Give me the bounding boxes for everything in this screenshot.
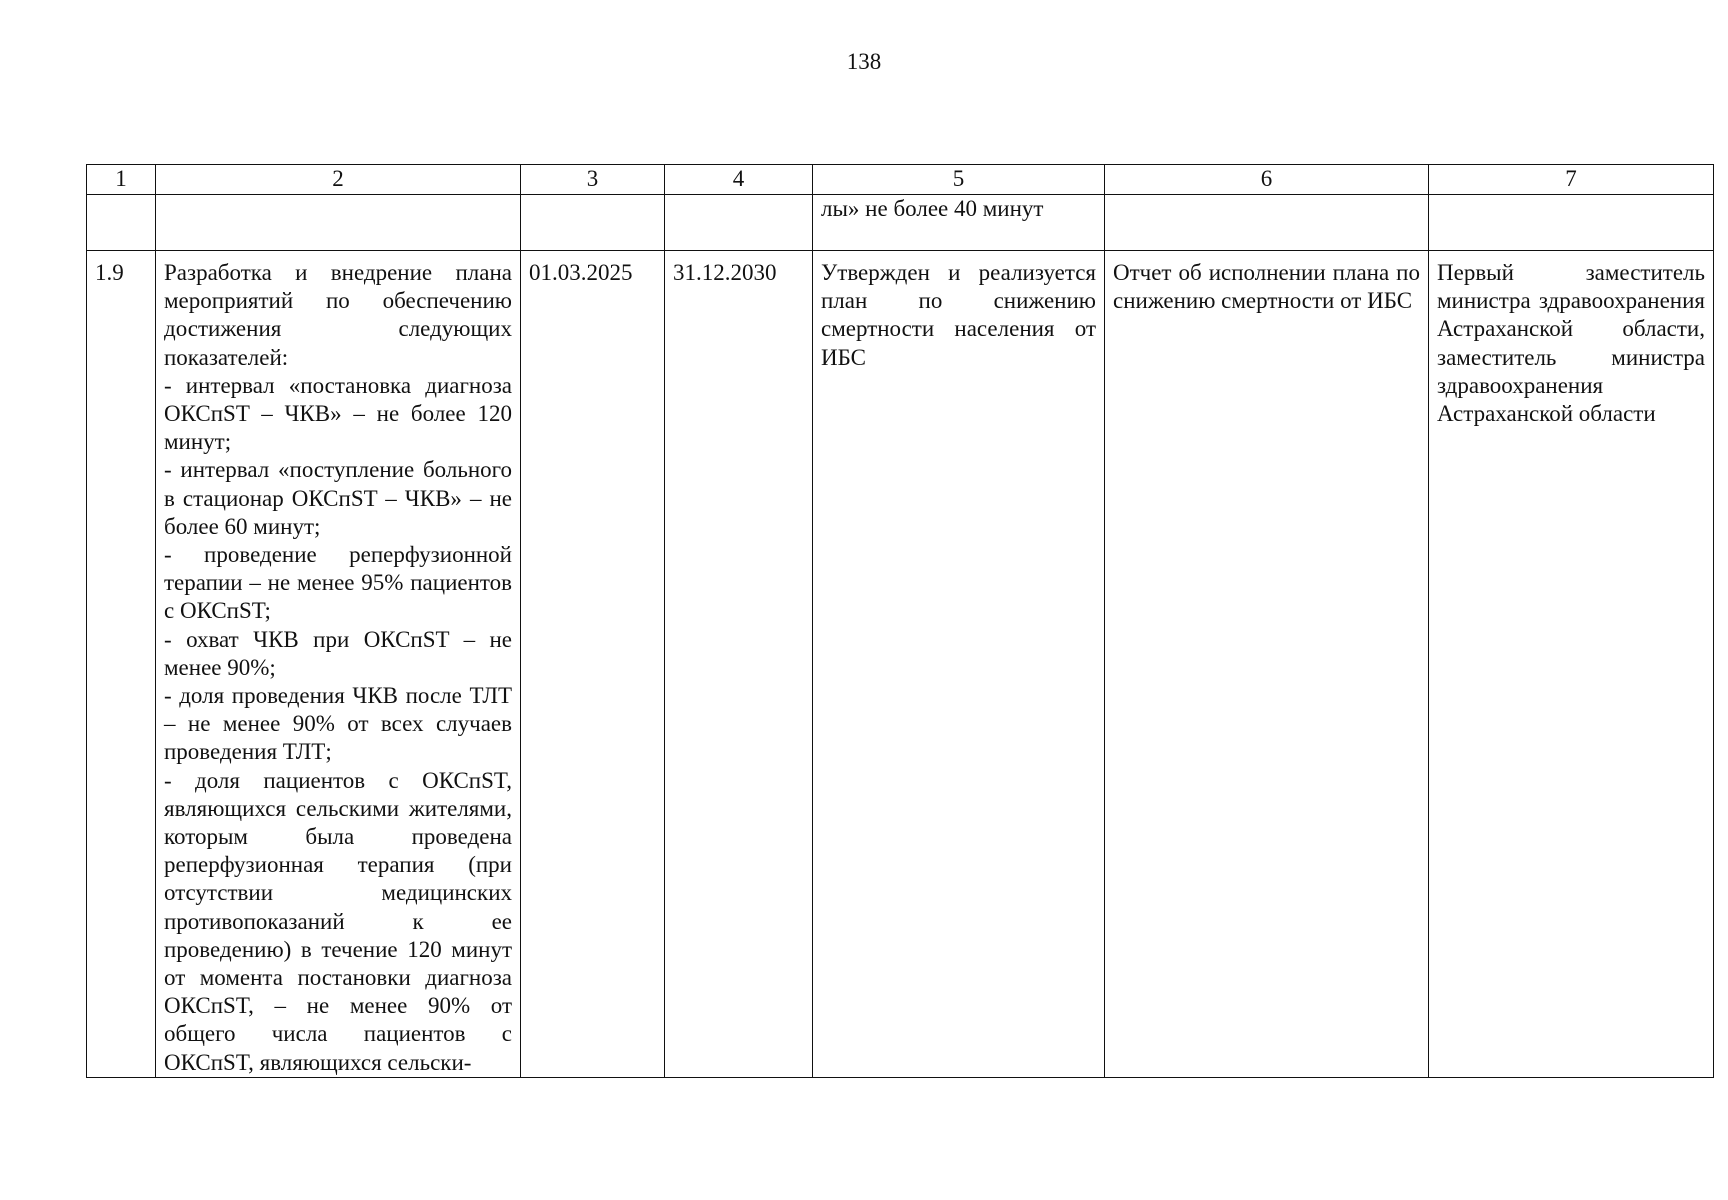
page-number: 138	[846, 49, 882, 74]
header-row	[87, 165, 1714, 195]
description-item: - интервал «постановка диагноза ОКСпST – ЧКВ» – не более 120 минут;	[164, 372, 512, 455]
expected-result: Утвержден и реализуется план по снижению смертности населения от ИБС	[813, 251, 1105, 1078]
report-document: Отчет об исполнении плана по снижению смертности от ИБС	[1105, 251, 1429, 1078]
column-header-5: 5	[813, 165, 1105, 195]
column-header-4: 4	[665, 165, 813, 195]
column-header-3: 3	[521, 165, 665, 195]
continuation-cell-6	[1105, 195, 1429, 251]
table-row	[87, 251, 1714, 1078]
start-date: 01.03.2025	[521, 251, 665, 1078]
plan-table	[86, 164, 1714, 1078]
continuation-cell-3	[521, 195, 665, 251]
description-item: - доля пациентов с ОКСпST, являющихся сельскими жителями, которым была проведена реперфузионная терапия (при отсутствии медицинских противопоказаний к ее проведению) в течение 120 минут от момента постановки диагноза ОКСпST, – не менее 90% от общего числа пациентов с ОКСпST, являющихся сельски-	[164, 767, 512, 1075]
description-item: - интервал «поступление больного в стационар ОКСпST – ЧКВ» – не более 60 минут;	[164, 457, 512, 539]
continuation-cell-7	[1429, 195, 1714, 251]
description-item: - охват ЧКВ при ОКСпST – не менее 90%;	[164, 626, 512, 680]
responsible-person: Первый заместитель министра здравоохранения Астраханской области, заместитель министра здравоохранения Астраханской области	[1429, 251, 1714, 1078]
column-header-6: 6	[1105, 165, 1429, 195]
continuation-cell-5: лы» не более 40 минут	[813, 195, 1105, 251]
continuation-cell-1	[87, 195, 156, 251]
end-date: 31.12.2030	[665, 251, 813, 1078]
continuation-cell-4	[665, 195, 813, 251]
description-item: - проведение реперфузионной терапии – не менее 95% пациентов с ОКСпST;	[164, 542, 512, 624]
description-intro: Разработка и внедрение плана мероприятий по обеспечению достижения следующих показателей:	[164, 260, 512, 370]
column-header-2: 2	[156, 165, 521, 195]
row-number: 1.9	[87, 251, 156, 1078]
continuation-cell-2	[156, 195, 521, 251]
column-header-7: 7	[1429, 165, 1714, 195]
continuation-row	[87, 195, 1714, 251]
column-header-1: 1	[87, 165, 156, 195]
measure-description	[156, 251, 521, 1078]
description-item: - доля проведения ЧКВ после ТЛТ – не менее 90% от всех случаев проведения ТЛТ;	[164, 683, 512, 765]
